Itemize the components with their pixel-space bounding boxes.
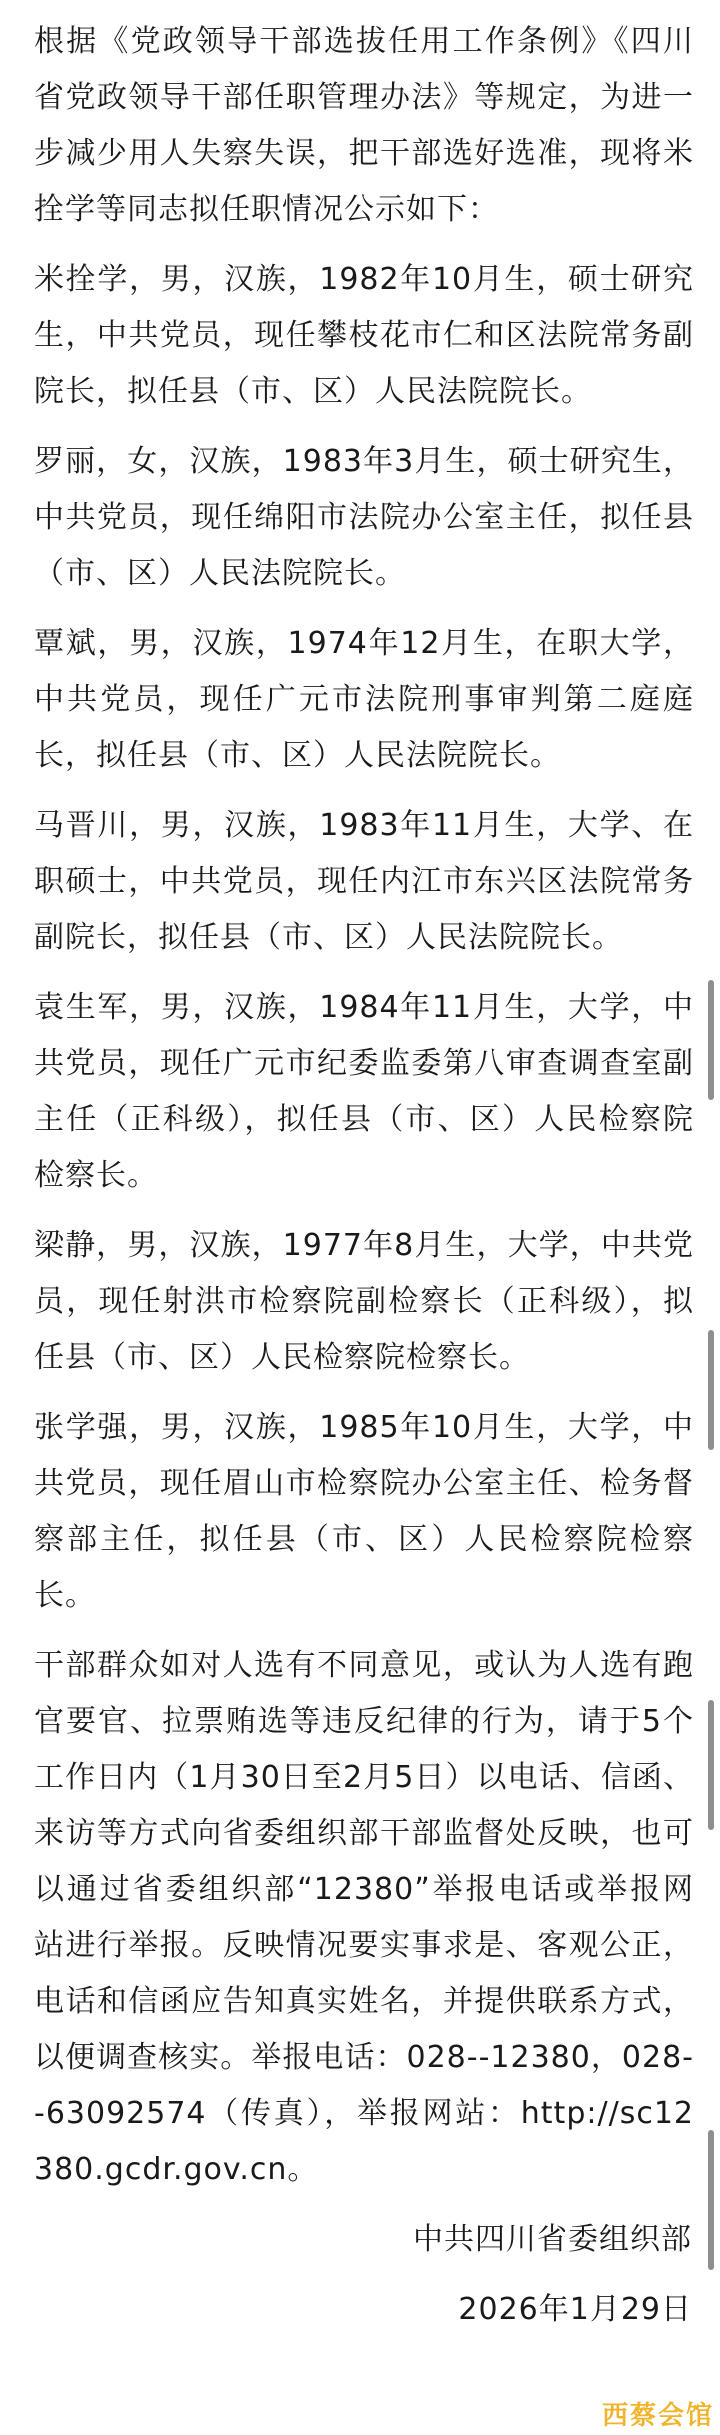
candidate-paragraph: 米拴学，男，汉族，1982年10月生，硕士研究生，中共党员，现任攀枝花市仁和区法院常务副院长，拟任县（市、区）人民法院院长。: [34, 262, 694, 409]
scrollbar-segment[interactable]: [708, 2130, 714, 2270]
candidate-paragraph: 马晋川，男，汉族，1983年11月生，大学、在职硕士，中共党员，现任内江市东兴区法院常务副院长，拟任县（市、区）人民法院院长。: [34, 808, 694, 955]
announcement-article: [34, 14, 694, 2338]
scrollbar-segment[interactable]: [708, 980, 714, 1100]
notice-paragraph: 干部群众如对人选有不同意见，或认为人选有跑官要官、拉票贿选等违反纪律的行为，请于5个工作日内（1月30日至2月5日）以电话、信函、来访等方式向省委组织部干部监督处反映，也可以通过省委组织部“12380”举报电话或举报网站进行举报。反映情况要实事求是、客观公正，电话和信函应告知真实姓名，并提供联系方式，以便调查核实。举报电话：028--12380，028--63092574（传真），举报网站：http://sc12380.gcdr.gov.cn。: [34, 1648, 694, 2187]
candidate-paragraph: 罗丽，女，汉族，1983年3月生，硕士研究生，中共党员，现任绵阳市法院办公室主任，拟任县（市、区）人民法院院长。: [34, 444, 694, 591]
candidate-paragraph: 梁静，男，汉族，1977年8月生，大学，中共党员，现任射洪市检察院副检察长（正科级），拟任县（市、区）人民检察院检察长。: [34, 1228, 694, 1375]
publish-date: 2026年1月29日: [458, 2292, 692, 2327]
candidate-paragraph: 张学强，男，汉族，1985年10月生，大学，中共党员，现任眉山市检察院办公室主任、检务督察部主任，拟任县（市、区）人民检察院检察长。: [34, 1410, 694, 1613]
candidate-paragraph: 覃斌，男，汉族，1974年12月生，在职大学，中共党员，现任广元市法院刑事审判第二庭庭长，拟任县（市、区）人民法院院长。: [34, 626, 694, 773]
scrollbar-segment[interactable]: [708, 1330, 714, 1450]
intro-paragraph: 根据《党政领导干部选拔任用工作条例》《四川省党政领导干部任职管理办法》等规定，为进一步减少用人失察失误，把干部选好选准，现将米拴学等同志拟任职情况公示如下：: [34, 24, 694, 227]
watermark-logo: 西蔡会馆: [601, 2401, 714, 2431]
scrollbar-segment[interactable]: [708, 1700, 714, 1830]
signature: 中共四川省委组织部: [413, 2222, 692, 2257]
candidate-paragraph: 袁生军，男，汉族，1984年11月生，大学，中共党员，现任广元市纪委监委第八审查调查室副主任（正科级），拟任县（市、区）人民检察院检察长。: [34, 990, 694, 1193]
